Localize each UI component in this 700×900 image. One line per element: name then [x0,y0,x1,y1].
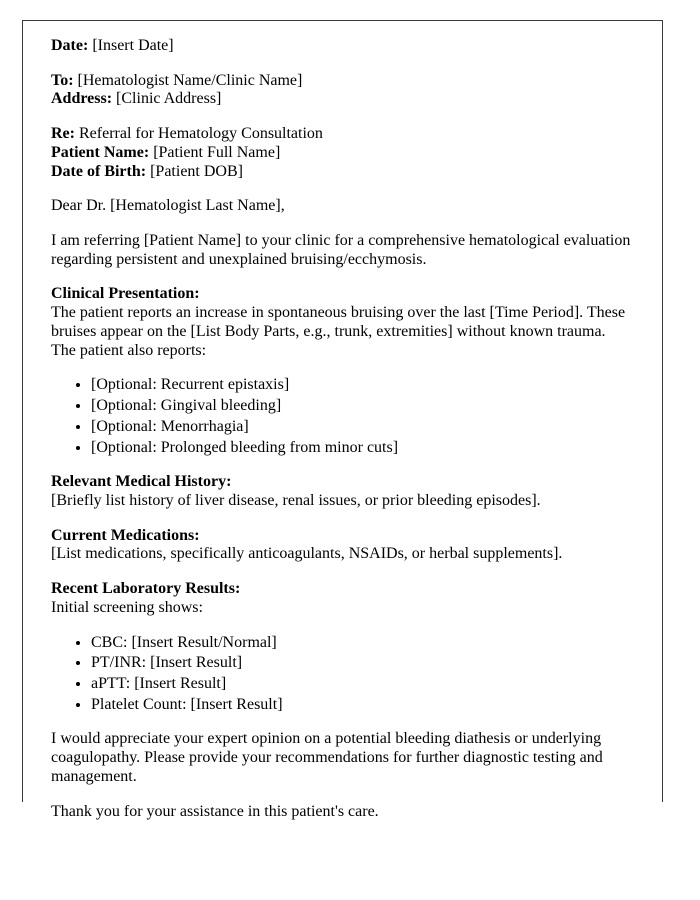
current-medications-section [51,527,634,564]
recipient-block [51,72,634,109]
date-line [51,37,634,56]
thanks-line: Thank you for your assistance in this patient's care. [51,802,379,820]
referral-letter-document [22,20,663,820]
date-value: [Insert Date] [88,37,174,54]
list-item: • Platelet Count: [Insert Result] [91,696,634,715]
patient-name-label: Patient Name: [51,143,150,161]
re-label: Re: [51,125,75,143]
clinical-presentation-body: The patient reports an increase in spontaneous bruising over the last [Time Period]. These bruises appear on the [List Body Parts, e.g., trunk, extremities] without known trauma. The patient also reports: [51,304,626,359]
medical-history-body: [Briefly list history of liver disease, renal issues, or prior bleeding episodes]. [51,491,541,509]
list-item: • aPTT: [Insert Result] [91,675,634,694]
dob-label: Date of Birth: [51,162,147,180]
list-item: • CBC: [Insert Result/Normal] [91,634,634,653]
clinical-presentation-section [51,285,634,360]
list-item: • [Optional: Recurrent epistaxis] [91,376,634,395]
date-label: Date: [51,37,89,54]
dob-value: [Patient DOB] [146,162,243,180]
medical-history-section [51,473,634,510]
patient-name-value: [Patient Full Name] [149,143,281,161]
to-value: [Hematologist Name/Clinic Name] [73,71,303,89]
to-label: To: [51,71,74,89]
re-value: Referral for Hematology Consultation [74,125,323,143]
clinical-presentation-heading: Clinical Presentation: [51,285,200,303]
symptom-bullet-list [51,376,634,457]
list-item: • PT/INR: [Insert Result] [91,654,634,673]
list-item: • [Optional: Menorrhagia] [91,418,634,437]
list-item: • [Optional: Gingival bleeding] [91,397,634,416]
lab-results-section [51,580,634,617]
current-medications-body: [List medications, specifically anticoagulants, NSAIDs, or herbal supplements]. [51,545,563,563]
lab-results-bullet-list [51,634,634,715]
closing-paragraph: I would appreciate your expert opinion on a potential bleeding diathesis or underlying coagulopathy. Please provide your recommendations for further diagnostic testing and management. [51,730,603,785]
medical-history-heading: Relevant Medical History: [51,473,232,491]
subject-block [51,125,634,181]
lab-results-body: Initial screening shows: [51,598,203,616]
current-medications-heading: Current Medications: [51,526,200,544]
address-label: Address: [51,90,113,108]
intro-paragraph: I am referring [Patient Name] to your clinic for a comprehensive hematological evaluation regarding persistent and unexplained bruising/ecchymosis. [51,232,631,268]
list-item: • [Optional: Prolonged bleeding from minor cuts] [91,439,634,458]
lab-results-heading: Recent Laboratory Results: [51,580,241,598]
address-value: [Clinic Address] [112,90,222,108]
salutation: Dear Dr. [Hematologist Last Name], [51,197,285,215]
